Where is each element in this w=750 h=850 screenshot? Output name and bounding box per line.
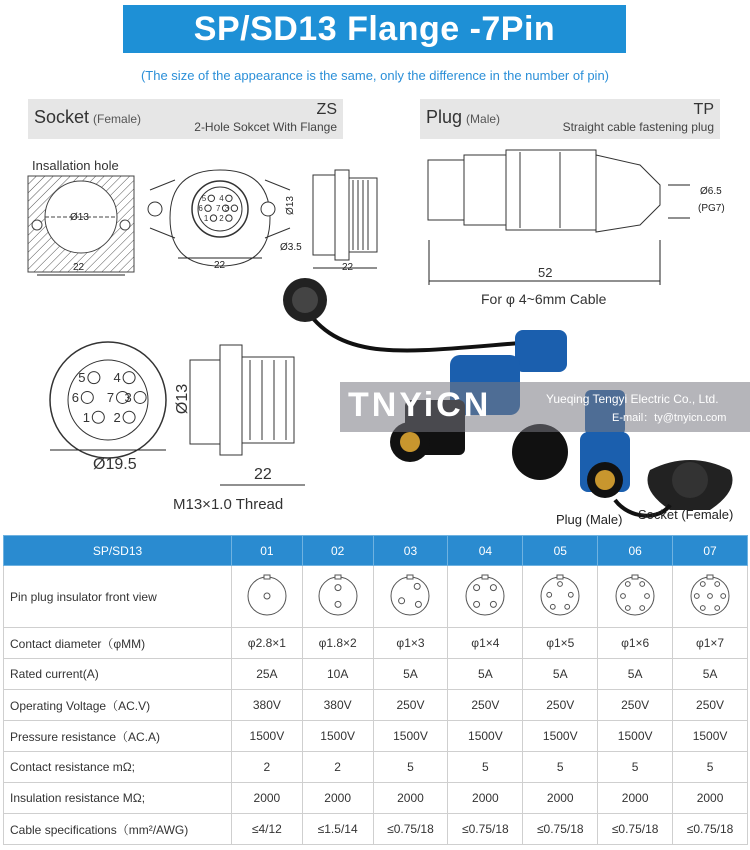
installation-hole-label: Insallation hole bbox=[32, 158, 119, 173]
socket-code: ZS bbox=[316, 101, 337, 118]
pin-diagram-cell bbox=[673, 566, 748, 628]
table-cell: 2000 bbox=[373, 783, 448, 814]
cable-range-label: For φ 4~6mm Cable bbox=[481, 291, 607, 307]
pin-hole bbox=[264, 593, 270, 599]
pin-number: 7 bbox=[106, 390, 115, 405]
table-cell: 1500V bbox=[373, 721, 448, 752]
table-cell: 5A bbox=[523, 659, 598, 690]
pin-number: 6 bbox=[71, 390, 79, 405]
pin-hole bbox=[123, 411, 135, 423]
hole-diameter-label: Ø13 bbox=[70, 212, 89, 223]
header-model: SP/SD13 bbox=[4, 536, 232, 566]
table-cell: 2000 bbox=[232, 783, 303, 814]
pin-number: 6 bbox=[198, 204, 203, 213]
pin-hole bbox=[210, 215, 216, 221]
table-cell: 380V bbox=[232, 690, 303, 721]
table-cell: φ1.8×2 bbox=[302, 628, 373, 659]
table-cell: 2000 bbox=[673, 783, 748, 814]
brand-company: Yueqing Tengyi Electric Co., Ltd. bbox=[546, 392, 719, 406]
table-cell: φ1×5 bbox=[523, 628, 598, 659]
pin-hole bbox=[721, 594, 726, 599]
pin-diagram-06 bbox=[613, 573, 657, 617]
pin-hole bbox=[81, 391, 93, 403]
pin-diagram-cell bbox=[373, 566, 448, 628]
pin-hole bbox=[621, 594, 626, 599]
socket-name: Socket bbox=[34, 107, 90, 127]
table-cell: 5A bbox=[598, 659, 673, 690]
table-cell: 2000 bbox=[448, 783, 523, 814]
table-cell: 1500V bbox=[232, 721, 303, 752]
socket-side-drawing bbox=[313, 170, 377, 268]
table-cell: 2000 bbox=[302, 783, 373, 814]
pin-number: 2 bbox=[219, 213, 224, 223]
plug-gender: (Male) bbox=[466, 112, 501, 126]
pin-number: 1 bbox=[203, 213, 209, 223]
pin-hole bbox=[134, 391, 146, 403]
pin-hole bbox=[474, 585, 480, 591]
pin-hole bbox=[565, 604, 570, 609]
pin-hole bbox=[700, 582, 705, 587]
pin-hole bbox=[474, 601, 480, 607]
pin-hole bbox=[123, 372, 135, 384]
pin-number: 7 bbox=[216, 204, 221, 213]
row-label: Rated current(A) bbox=[4, 659, 232, 690]
table-cell: 5A bbox=[448, 659, 523, 690]
front-view-label: Pin plug insulator front view bbox=[4, 566, 232, 628]
table-cell: 1500V bbox=[523, 721, 598, 752]
mount-hole-label: Ø3.5 bbox=[280, 242, 302, 253]
flange-diameter-label: Ø13 bbox=[284, 196, 296, 215]
table-row bbox=[4, 628, 748, 659]
pin-hole bbox=[640, 582, 645, 587]
plug-photo-label: Plug (Male) bbox=[556, 512, 623, 527]
insulator-outline bbox=[391, 577, 429, 615]
table-cell: ≤0.75/18 bbox=[523, 814, 598, 845]
pin-hole bbox=[715, 606, 720, 611]
pin-hole bbox=[491, 601, 497, 607]
plug-length-label: 52 bbox=[538, 265, 553, 280]
table-cell: 5 bbox=[523, 752, 598, 783]
table-cell: 250V bbox=[598, 690, 673, 721]
pin-diagram-cell bbox=[598, 566, 673, 628]
pin-hole bbox=[626, 582, 631, 587]
spec-table bbox=[3, 535, 748, 845]
pin-diagram-cell bbox=[302, 566, 373, 628]
key-notch bbox=[264, 575, 270, 579]
table-cell: ≤0.75/18 bbox=[373, 814, 448, 845]
front-diameter-label: Ø19.5 bbox=[93, 456, 137, 473]
pin-hole bbox=[226, 195, 232, 201]
pin-diagram-07 bbox=[688, 573, 732, 617]
insulator-outline bbox=[319, 577, 357, 615]
table-cell: 1500V bbox=[302, 721, 373, 752]
pin-hole bbox=[645, 594, 650, 599]
flange-width-label: 22 bbox=[214, 260, 226, 271]
pin-number: 4 bbox=[219, 194, 224, 204]
thread-label: M13×1.0 Thread bbox=[173, 496, 284, 513]
pin-number: 5 bbox=[78, 370, 86, 386]
row-label: Contact diameter（φMM) bbox=[4, 628, 232, 659]
table-cell: φ1×4 bbox=[448, 628, 523, 659]
table-cell: 5 bbox=[448, 752, 523, 783]
pin-hole bbox=[208, 195, 214, 201]
table-cell: 250V bbox=[448, 690, 523, 721]
table-cell: 5 bbox=[673, 752, 748, 783]
pin-diagram-cell bbox=[523, 566, 598, 628]
plug-description: Straight cable fastening plug bbox=[562, 120, 714, 134]
plug-cable-diameter-label: Ø6.5 bbox=[700, 186, 722, 197]
table-cell: 2 bbox=[232, 752, 303, 783]
header-pin-01: 01 bbox=[232, 536, 303, 566]
pin-hole bbox=[551, 604, 556, 609]
page-title: SP/SD13 Flange -7Pin bbox=[123, 5, 626, 53]
key-notch bbox=[707, 575, 713, 579]
pin-hole bbox=[547, 592, 552, 597]
table-cell: 25A bbox=[232, 659, 303, 690]
row-label: Operating Voltage（AC.V) bbox=[4, 690, 232, 721]
table-row bbox=[4, 690, 748, 721]
plug-name: Plug bbox=[426, 107, 463, 127]
row-label: Cable specifications（mm²/AWG) bbox=[4, 814, 232, 845]
table-cell: ≤1.5/14 bbox=[302, 814, 373, 845]
table-cell: 2000 bbox=[523, 783, 598, 814]
table-header-row bbox=[4, 536, 748, 566]
pin-hole bbox=[715, 582, 720, 587]
pin-hole bbox=[335, 601, 341, 607]
pin-hole bbox=[626, 606, 631, 611]
key-notch bbox=[557, 575, 563, 579]
pin-diagram-04 bbox=[463, 573, 507, 617]
socket-width-label: 22 bbox=[342, 262, 354, 273]
table-row bbox=[4, 752, 748, 783]
key-notch bbox=[407, 575, 413, 579]
header-pin-06: 06 bbox=[598, 536, 673, 566]
table-cell: 250V bbox=[523, 690, 598, 721]
pin-number: 2 bbox=[113, 409, 121, 425]
side-view-drawing bbox=[190, 345, 305, 485]
key-notch bbox=[482, 575, 488, 579]
table-row bbox=[4, 721, 748, 752]
pin-hole bbox=[708, 594, 713, 599]
pin-diagram-03 bbox=[388, 573, 432, 617]
pin-hole bbox=[88, 372, 100, 384]
table-cell: 1500V bbox=[673, 721, 748, 752]
plug-code: TP bbox=[693, 101, 714, 118]
table-cell: φ1×6 bbox=[598, 628, 673, 659]
table-cell: ≤0.75/18 bbox=[448, 814, 523, 845]
header-pin-04: 04 bbox=[448, 536, 523, 566]
socket-photo-label: Socket (Female) bbox=[638, 507, 734, 522]
table-cell: ≤4/12 bbox=[232, 814, 303, 845]
table-row-front-view bbox=[4, 566, 748, 628]
table-cell: 5 bbox=[598, 752, 673, 783]
table-cell: 2000 bbox=[598, 783, 673, 814]
pin-hole bbox=[491, 585, 497, 591]
row-label: Pressure resistance（AC.A) bbox=[4, 721, 232, 752]
table-cell: 250V bbox=[673, 690, 748, 721]
table-cell: φ1×7 bbox=[673, 628, 748, 659]
table-row bbox=[4, 659, 748, 690]
brand-email: E-mail：ty@tnyicn.com bbox=[612, 412, 727, 424]
table-cell: 5 bbox=[373, 752, 448, 783]
pin-hole bbox=[231, 205, 237, 211]
insulator-outline bbox=[466, 577, 504, 615]
table-cell: ≤0.75/18 bbox=[673, 814, 748, 845]
socket-gender: (Female) bbox=[93, 112, 142, 126]
brand-logo: TNYiCN bbox=[348, 386, 492, 424]
pin-hole bbox=[415, 583, 421, 589]
table-cell: φ1×3 bbox=[373, 628, 448, 659]
pin-number: 1 bbox=[82, 409, 90, 425]
pin-hole bbox=[335, 585, 341, 591]
table-cell: ≤0.75/18 bbox=[598, 814, 673, 845]
pin-hole bbox=[569, 592, 574, 597]
pin-hole bbox=[399, 598, 405, 604]
pin-diagram-01 bbox=[245, 573, 289, 617]
row-label: Contact resistance mΩ; bbox=[4, 752, 232, 783]
pin-number: 3 bbox=[224, 204, 230, 213]
pin-hole bbox=[416, 601, 422, 607]
header-pin-03: 03 bbox=[373, 536, 448, 566]
side-diameter-label: Ø13 bbox=[174, 383, 192, 415]
table-cell: 5A bbox=[373, 659, 448, 690]
table-row bbox=[4, 814, 748, 845]
table-cell: 1500V bbox=[598, 721, 673, 752]
hole-width-label: 22 bbox=[73, 262, 85, 273]
installation-hole-drawing bbox=[28, 176, 134, 275]
table-row bbox=[4, 783, 748, 814]
pin-hole bbox=[92, 411, 104, 423]
pin-diagram-cell bbox=[232, 566, 303, 628]
plug-side-drawing bbox=[428, 150, 690, 285]
header-pin-07: 07 bbox=[673, 536, 748, 566]
pin-number: 5 bbox=[201, 194, 207, 204]
pin-hole bbox=[700, 606, 705, 611]
table-cell: φ2.8×1 bbox=[232, 628, 303, 659]
pin-diagram-cell bbox=[448, 566, 523, 628]
pin-diagram-02 bbox=[316, 573, 360, 617]
table-cell: 380V bbox=[302, 690, 373, 721]
table-cell: 10A bbox=[302, 659, 373, 690]
key-notch bbox=[335, 575, 341, 579]
page-subtitle: (The size of the appearance is the same, only the difference in the number of pin) bbox=[140, 68, 610, 83]
pin-hole bbox=[205, 205, 211, 211]
pin-number: 3 bbox=[124, 390, 132, 405]
row-label: Insulation resistance MΩ; bbox=[4, 783, 232, 814]
header-pin-02: 02 bbox=[302, 536, 373, 566]
header-pin-05: 05 bbox=[523, 536, 598, 566]
pin-hole bbox=[558, 582, 563, 587]
table-cell: 1500V bbox=[448, 721, 523, 752]
pin-hole bbox=[640, 606, 645, 611]
key-notch bbox=[632, 575, 638, 579]
socket-description: 2-Hole Sokcet With Flange bbox=[194, 120, 337, 134]
table-cell: 5A bbox=[673, 659, 748, 690]
pin-number: 4 bbox=[113, 370, 121, 386]
side-width-label: 22 bbox=[254, 466, 272, 483]
pin-hole bbox=[694, 594, 699, 599]
table-cell: 250V bbox=[373, 690, 448, 721]
plug-gland-label: (PG7) bbox=[698, 203, 725, 214]
pin-diagram-05 bbox=[538, 573, 582, 617]
pin-hole bbox=[226, 215, 232, 221]
table-cell: 2 bbox=[302, 752, 373, 783]
